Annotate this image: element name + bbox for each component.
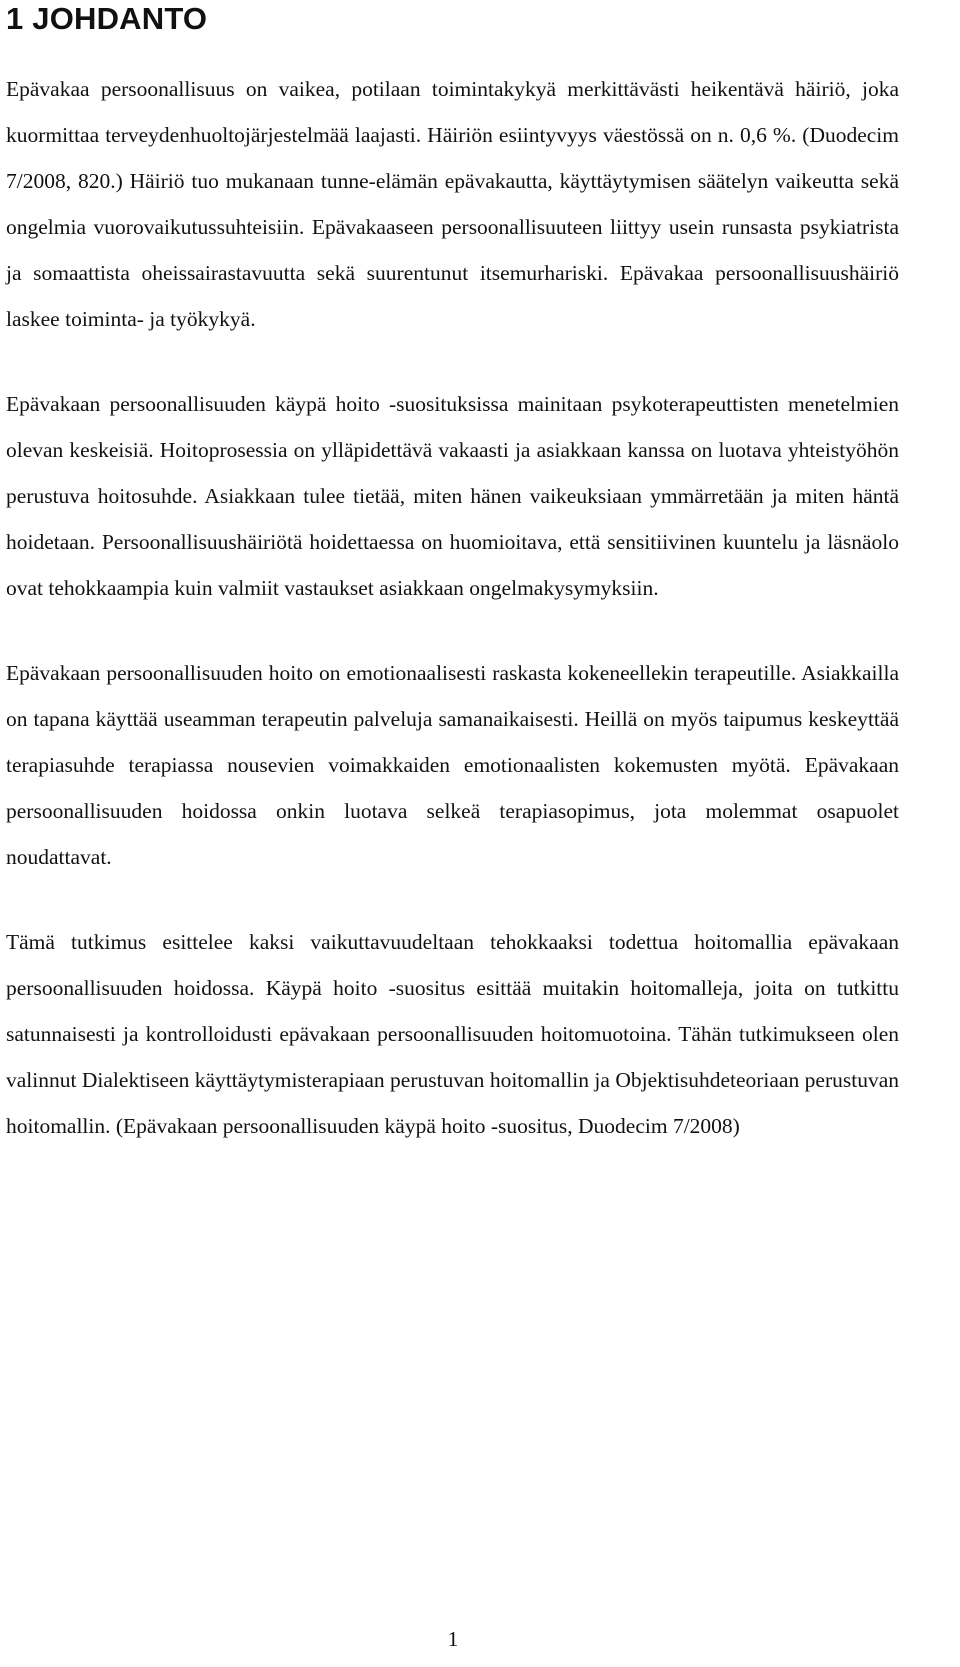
paragraph-1: Epävakaa persoonallisuus on vaikea, potilaan toimintakykyä merkittävästi heikentävä häiriö, joka kuormittaa terveydenhuoltojärjestelmää laajasti. Häiriön esiintyvyys väestössä on n. 0,6 %. (Duodecim 7/2008, 820.) Häiriö tuo mukanaan tunne-elämän epävakautta, käyttäytymisen säätelyn vaikeutta sekä ongelmia vuorovaikutussuhteisiin. Epävakaaseen persoonallisuuteen liittyy usein runsasta psykiatrista ja somaattista oheissairastavuutta sekä suurentunut itsemurhariski. Epävakaa persoonallisuushäiriö laskee toiminta- ja työkykyä. bbox=[6, 77, 899, 331]
paragraph-4: Tämä tutkimus esittelee kaksi vaikuttavuudeltaan tehokkaaksi todettua hoitomallia epävakaan persoonallisuuden hoidossa. Käypä hoito -suositus esittää muitakin hoitomalleja, joita on tutkittu satunnaisesti ja kontrolloidusti epävakaan persoonallisuuden hoitomuotoina. Tähän tutkimukseen olen valinnut Dialektiseen käyttäytymisterapiaan perustuvan hoitomallin ja Objektisuhdeteoriaan perustuvan hoitomallin. (Epävakaan persoonallisuuden käypä hoito -suositus, Duodecim 7/2008) bbox=[6, 930, 899, 1138]
page-number: 1 bbox=[447, 1627, 459, 1651]
paragraph-3: Epävakaan persoonallisuuden hoito on emotionaalisesti raskasta kokeneellekin terapeutille. Asiakkailla on tapana käyttää useamman terapeutin palveluja samanaikaisesti. Heillä on myös taipumus keskeyttää terapiasuhde terapiassa nousevien voimakkaiden emotionaalisten kokemusten myötä. Epävakaan persoonallisuuden hoidossa onkin luotava selkeä terapiasopimus, jota molemmat osapuolet noudattavat. bbox=[6, 661, 899, 869]
paragraph-2: Epävakaan persoonallisuuden käypä hoito -suosituksissa mainitaan psykoterapeuttisten menetelmien olevan keskeisiä. Hoitoprosessia on ylläpidettävä vakaasti ja asiakkaan kanssa on luotava yhteistyöhön perustuva hoitosuhde. Asiakkaan tulee tietää, miten hänen vaikeuksiaan ymmärretään ja miten häntä hoidetaan. Persoonallisuushäiriötä hoidettaessa on huomioitava, että sensitiivinen kuuntelu ja läsnäolo ovat tehokkaampia kuin valmiit vastaukset asiakkaan ongelmakysymyksiin. bbox=[6, 392, 899, 600]
section-heading: 1 JOHDANTO bbox=[6, 1, 208, 36]
document-page bbox=[6, 0, 899, 1149]
